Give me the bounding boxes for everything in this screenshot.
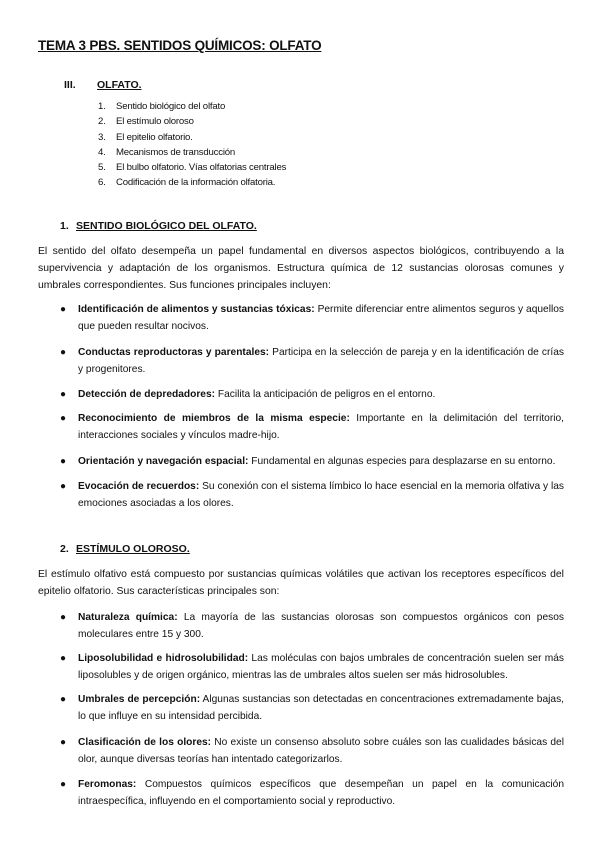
section-number: 1. xyxy=(60,220,69,232)
toc-item xyxy=(98,160,286,175)
bullet-text: Compuestos químicos específicos que desempeñan un papel en la comunicación intraespecífica, influyendo en el comportamiento social y reproductivo. xyxy=(78,779,564,807)
bullet-text: Algunas sustancias son detectadas en concentraciones extremadamente bajas, lo que influye en su intensidad percibida. xyxy=(78,694,564,722)
bullet-term: Conductas reproductoras y parentales xyxy=(78,347,266,358)
toc-item-number: 1. xyxy=(98,101,106,112)
section-title: SENTIDO BIOLÓGICO DEL OLFATO. xyxy=(76,220,257,232)
section-2-heading xyxy=(60,543,190,555)
bullet-dot-icon: ● xyxy=(60,389,67,400)
bullet-dot-icon: ● xyxy=(60,413,67,424)
bullet-item xyxy=(60,411,564,444)
bullet-item xyxy=(60,454,564,471)
bullet-text: Fundamental en algunas especies para desplazarse en su entorno. xyxy=(248,456,556,467)
bullet-sep: : xyxy=(245,456,249,467)
bullet-term: Detección de depredadores xyxy=(78,389,212,400)
bullet-term: Reconocimiento de miembros de la misma especie xyxy=(78,413,347,424)
toc-item xyxy=(98,130,286,145)
section-1-heading xyxy=(60,220,257,232)
bullet-sep: : xyxy=(207,737,212,748)
section-1-intro: El sentido del olfato desempeña un papel fundamental en diversos aspectos biológicos, contribuyendo a la supervivencia y adaptación de los organismos. Estructura química de 12 sustancias olorosas comunes y umbrales correspondientes. Sus funciones principales incluyen: xyxy=(38,246,564,291)
toc-item-text: El estímulo oloroso xyxy=(116,116,194,128)
toc-label: OLFATO. xyxy=(97,79,142,91)
bullet-sep: : xyxy=(311,304,315,315)
bullet-dot-icon: ● xyxy=(60,481,67,492)
bullet-sep: : xyxy=(196,694,201,705)
bullet-dot-icon: ● xyxy=(60,694,67,705)
bullet-item xyxy=(60,692,564,725)
bullet-item xyxy=(60,735,564,768)
bullet-item xyxy=(60,479,564,512)
bullet-dot-icon: ● xyxy=(60,779,67,790)
bullet-term: Naturaleza química xyxy=(78,612,175,623)
bullet-sep: : xyxy=(174,612,178,623)
toc-item-text: Sentido biológico del olfato xyxy=(116,101,226,112)
table-of-contents xyxy=(98,99,286,191)
bullet-text: Su conexión con el sistema límbico lo hace esencial en la memoria olfativa y las emociones asociadas a los olores. xyxy=(78,481,564,509)
bullet-text: Las moléculas con bajos umbrales de concentración suelen ser más liposolubles y de origen orgánico, mientras las de umbrales altos suelen ser más hidrosolubles. xyxy=(78,653,565,681)
toc-heading xyxy=(64,79,142,91)
bullet-term: Clasificación de los olores xyxy=(78,737,208,748)
bullet-item xyxy=(60,387,564,404)
section-title: ESTÍMULO OLOROSO. xyxy=(76,543,190,555)
toc-number: III. xyxy=(64,79,76,91)
toc-item xyxy=(98,145,286,160)
toc-item xyxy=(98,114,286,129)
bullet-dot-icon: ● xyxy=(60,653,67,664)
bullet-item xyxy=(60,345,564,378)
bullet-text: No existe un consenso absoluto sobre cuáles son las cualidades básicas del olor, aunque diversas teorías han intentado categorizarlos. xyxy=(78,737,564,765)
bullet-sep: : xyxy=(265,347,270,358)
bullet-item xyxy=(60,610,564,643)
bullet-term: Umbrales de percepción xyxy=(78,694,197,705)
page-title: TEMA 3 PBS. SENTIDOS QUÍMICOS: OLFATO xyxy=(38,38,322,53)
toc-item-number: 5. xyxy=(98,162,106,174)
bullet-text: Importante en la delimitación del territorio, interacciones sociales y vínculos madre-hijo. xyxy=(78,413,564,441)
bullet-dot-icon: ● xyxy=(60,347,67,358)
toc-item xyxy=(98,99,286,114)
bullet-dot-icon: ● xyxy=(60,737,67,748)
bullet-text: La mayoría de las sustancias olorosas son compuestos orgánicos con pesos moleculares entre 15 y 300. xyxy=(78,612,564,640)
bullet-sep: : xyxy=(346,413,350,424)
bullet-item xyxy=(60,302,564,335)
toc-item-number: 6. xyxy=(98,177,106,189)
toc-item-text: Codificación de la información olfatoria. xyxy=(116,177,276,189)
bullet-text: Permite diferenciar entre alimentos seguros y aquellos que pueden resultar nocivos. xyxy=(78,304,564,332)
bullet-item xyxy=(60,777,564,810)
bullet-sep: : xyxy=(132,779,137,790)
bullet-text: Facilita la anticipación de peligros en el entorno. xyxy=(215,389,436,400)
bullet-sep: : xyxy=(244,653,249,664)
toc-item-text: Mecanismos de transducción xyxy=(116,146,236,158)
toc-item xyxy=(98,175,286,190)
toc-item-number: 4. xyxy=(98,146,106,158)
bullet-item xyxy=(60,651,565,684)
bullet-sep: : xyxy=(211,389,216,400)
bullet-term: Orientación y navegación espacial xyxy=(78,456,246,467)
toc-item-number: 3. xyxy=(98,131,106,143)
bullet-sep: : xyxy=(195,481,200,492)
toc-item-number: 2. xyxy=(98,116,106,128)
toc-item-text: El epitelio olfatorio. xyxy=(116,131,193,143)
bullet-dot-icon: ● xyxy=(60,304,67,315)
bullet-term: Evocación de recuerdos xyxy=(78,481,196,492)
bullet-term: Feromonas xyxy=(78,779,133,790)
bullet-dot-icon: ● xyxy=(60,612,67,623)
bullet-term: Liposolubilidad e hidrosolubilidad xyxy=(78,653,245,664)
bullet-term: Identificación de alimentos y sustancias tóxicas xyxy=(78,304,312,315)
bullet-text: Participa en la selección de pareja y en la identificación de crías y progenitores. xyxy=(78,347,564,375)
section-number: 2. xyxy=(60,543,69,555)
section-2-intro: El estímulo olfativo está compuesto por sustancias químicas volátiles que activan los receptores específicos del epitelio olfatorio. Sus características principales son: xyxy=(38,569,564,597)
bullet-dot-icon: ● xyxy=(60,456,67,467)
toc-item-text: El bulbo olfatorio. Vías olfatorias centrales xyxy=(116,162,287,174)
